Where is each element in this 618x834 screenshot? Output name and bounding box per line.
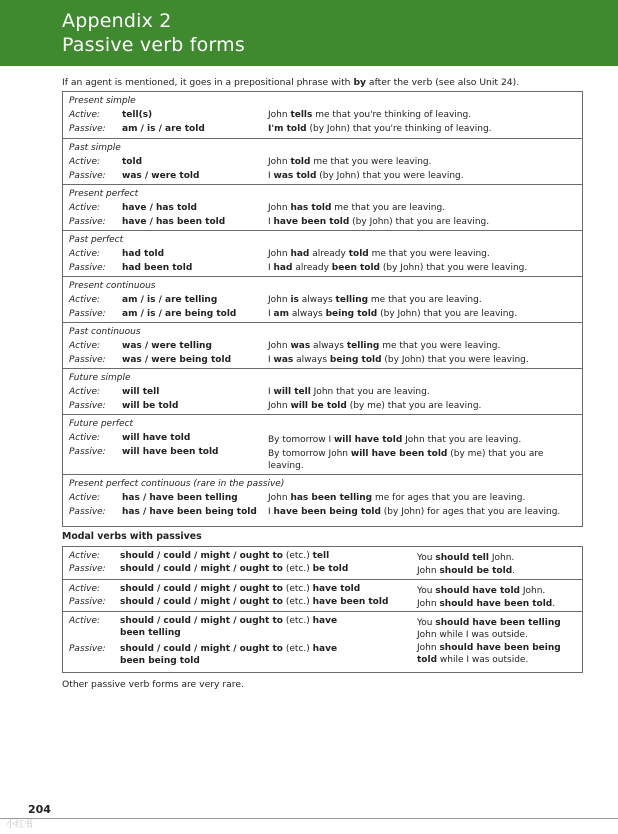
passive-forms-table [62, 91, 583, 527]
passive-form: had been told [122, 263, 193, 273]
passive-example: I am always being told (by John) that you are leaving. [268, 309, 518, 319]
passive-example: John will be told (by me) that you are leaving. [268, 401, 482, 411]
watermark: 小红书 [6, 820, 34, 830]
active-label: Active: [69, 249, 101, 259]
intro-after: after the verb (see also Unit 24). [366, 77, 520, 88]
active-form: should / could / might / ought to (etc.) have been telling [120, 616, 338, 638]
section-present-perfect-continuous [63, 474, 582, 520]
active-label: Active: [69, 433, 101, 443]
passive-example: John should have been being told while I was outside. [417, 643, 561, 665]
modal-heading: Modal verbs with passives [62, 531, 202, 542]
passive-label: Passive: [69, 507, 106, 517]
active-example: John was always telling me that you were leaving. [268, 341, 501, 351]
active-label: Active: [69, 341, 101, 351]
active-example: You should have told John. [417, 586, 546, 596]
passive-form: should / could / might / ought to (etc.) have been being told [120, 644, 338, 666]
modal-passives-table [62, 546, 583, 673]
active-form: am / is / are telling [122, 295, 218, 305]
passive-example: John should have been told. [417, 599, 556, 609]
passive-label: Passive: [69, 401, 106, 411]
section-present-simple [63, 92, 582, 138]
active-form: told [122, 157, 143, 167]
active-form: will have told [122, 433, 191, 443]
active-form: will tell [122, 387, 160, 397]
passive-form: should / could / might / ought to (etc.) have been told [120, 597, 389, 607]
passive-form: will have been told [122, 447, 219, 457]
passive-example: By tomorrow John will have been told (by me) that you are leaving. [268, 449, 544, 471]
section-past-perfect [63, 230, 582, 276]
section-title: Future perfect [69, 419, 133, 429]
passive-label: Passive: [69, 355, 106, 365]
active-example: John has told me that you are leaving. [268, 203, 446, 213]
closing-note: Other passive verb forms are very rare. [62, 679, 244, 690]
active-label: Active: [69, 493, 101, 503]
passive-example: John should be told. [417, 566, 516, 576]
passive-form: have / has been told [122, 217, 226, 227]
section-future-simple [63, 368, 582, 414]
active-example: John had already told me that you were leaving. [268, 249, 490, 259]
passive-form: has / have been being told [122, 507, 257, 517]
active-example: I will tell John that you are leaving. [268, 387, 430, 397]
section-title: Present perfect [69, 189, 139, 199]
passive-label: Passive: [69, 597, 106, 607]
appendix-header [0, 0, 618, 66]
active-form: has / have been telling [122, 493, 238, 503]
intro-bold: by [353, 77, 367, 88]
passive-form: should / could / might / ought to (etc.) be told [120, 564, 349, 574]
section-title: Present perfect continuous (rare in the passive) [69, 479, 285, 489]
active-label: Active: [69, 295, 101, 305]
passive-label: Passive: [69, 124, 106, 134]
passive-example: I was always being told (by John) that you were leaving. [268, 355, 529, 365]
active-label: Active: [69, 584, 101, 594]
section-past-simple [63, 138, 582, 184]
passive-example: I was told (by John) that you were leaving. [268, 171, 464, 181]
section-past-continuous [63, 322, 582, 368]
active-label: Active: [69, 616, 101, 626]
active-label: Active: [69, 387, 101, 397]
passive-label: Passive: [69, 564, 106, 574]
active-example: John is always telling me that you are leaving. [268, 295, 482, 305]
active-example: John told me that you were leaving. [268, 157, 432, 167]
intro-before: If an agent is mentioned, it goes in a prepositional phrase with [62, 77, 354, 88]
page-footer-rule [0, 818, 618, 819]
passive-form: am / is / are being told [122, 309, 237, 319]
active-example: By tomorrow I will have told John that you are leaving. [268, 435, 522, 445]
active-label: Active: [69, 203, 101, 213]
section-title: Past perfect [69, 235, 124, 245]
section-present-perfect [63, 184, 582, 230]
passive-form: am / is / are told [122, 124, 205, 134]
section-title: Future simple [69, 373, 131, 383]
active-example: You should have been telling John while I was outside. [417, 618, 561, 640]
modal-section-perfect [63, 579, 582, 611]
page-number: 204 [28, 803, 51, 816]
active-form: tell(s) [122, 110, 153, 120]
passive-label: Passive: [69, 217, 106, 227]
active-form: should / could / might / ought to (etc.) tell [120, 551, 330, 561]
passive-label: Passive: [69, 171, 106, 181]
intro-text [62, 77, 592, 88]
active-label: Active: [69, 157, 101, 167]
passive-example: I had already been told (by John) that you were leaving. [268, 263, 528, 273]
passive-label: Passive: [69, 263, 106, 273]
section-title: Present simple [69, 96, 136, 106]
active-example: John has been telling me for ages that you are leaving. [268, 493, 526, 503]
passive-example: I'm told (by John) that you're thinking of leaving. [268, 124, 492, 134]
active-form: was / were telling [122, 341, 212, 351]
passive-form: was / were being told [122, 355, 232, 365]
modal-section-simple [63, 547, 582, 579]
passive-label: Passive: [69, 309, 106, 319]
section-future-perfect [63, 414, 582, 474]
passive-form: will be told [122, 401, 179, 411]
active-example: You should tell John. [417, 553, 515, 563]
modal-section-perfect-continuous [63, 611, 582, 672]
passive-form: was / were told [122, 171, 200, 181]
passive-example: I have been told (by John) that you are leaving. [268, 217, 490, 227]
active-form: have / has told [122, 203, 197, 213]
section-title: Past simple [69, 143, 121, 153]
active-form: had told [122, 249, 165, 259]
passive-label: Passive: [69, 447, 106, 457]
appendix-title: Appendix 2 [62, 10, 172, 32]
passive-example: I have been being told (by John) for ages that you are leaving. [268, 507, 561, 517]
active-label: Active: [69, 551, 101, 561]
appendix-subtitle: Passive verb forms [62, 34, 245, 56]
section-title: Past continuous [69, 327, 141, 337]
active-label: Active: [69, 110, 101, 120]
section-title: Present continuous [69, 281, 156, 291]
active-form: should / could / might / ought to (etc.) have told [120, 584, 361, 594]
section-present-continuous [63, 276, 582, 322]
passive-label: Passive: [69, 644, 106, 654]
active-example: John tells me that you're thinking of leaving. [268, 110, 472, 120]
